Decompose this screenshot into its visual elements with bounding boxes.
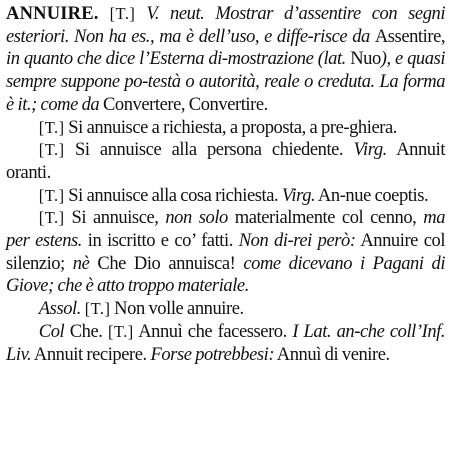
headword: ANNUIRE. — [6, 3, 99, 24]
sense-3 — [6, 185, 445, 208]
sense-1 — [6, 117, 445, 140]
sense-text: Annuì che facessero. — [138, 320, 287, 342]
sense-text: Che Dio annuisca! — [97, 252, 236, 274]
usage-label: Col — [38, 320, 65, 342]
sense-text: Annuit recipere. — [33, 343, 147, 365]
sense-note: Forse potrebbesi: — [150, 343, 275, 365]
sense-note: nè — [72, 252, 90, 274]
sense-note: ma per estens. — [6, 207, 446, 252]
citation-source: Virg. — [281, 184, 316, 206]
word-assentire: Assentire — [374, 25, 441, 47]
source-tag: [T.] — [38, 185, 65, 205]
sense-text: Annuì di venire. — [276, 343, 390, 365]
source-tag: [T.] — [38, 208, 65, 228]
entry-definition — [6, 3, 445, 117]
sense-text: Si annuisce a richiesta, a proposta, a pre-ghiera. — [68, 116, 397, 138]
sense-text: Non volle annuire. — [114, 298, 244, 320]
citation-source: Virg. — [353, 139, 387, 161]
sense-note: non solo — [165, 207, 228, 229]
sense-note: I Lat. an-che coll’Inf. Liv. — [6, 320, 446, 365]
sense-text: Annuire col silenzio; — [6, 230, 446, 274]
citation-quote: Annuit oranti. — [6, 139, 446, 183]
definition-text: V. neut. Mostrar d’assentire con segni esteriori. Non ha es., ma è dell’uso, e diffe-risce da — [6, 3, 446, 47]
definition-text: ), e quasi sempre suppone po-testà o autorità, reale o creduta. La forma è it.; come da — [6, 48, 446, 115]
definition-text: , in quanto che dice l’Esterna di-mostrazione (lat. — [6, 25, 446, 70]
sense-text: Si annuisce alla cosa richiesta. — [68, 184, 279, 206]
sense-text: Si annuisce, — [71, 207, 159, 229]
citation-quote: An-nue coeptis. — [317, 184, 429, 206]
sense-note: Non di-rei però: — [238, 230, 356, 252]
separator: . — [263, 93, 268, 115]
sense-note: come dicevano i Pagani di Giove; che è atto troppo materiale. — [6, 252, 446, 297]
sense-text: in iscritto e co’ fatti. — [87, 230, 233, 252]
dictionary-entry — [6, 3, 445, 366]
source-tag: [T.] — [38, 140, 65, 160]
word-convertire: Convertire — [188, 93, 264, 115]
separator: , — [180, 93, 189, 115]
sense-with-che — [6, 321, 445, 366]
source-tag: [T.] — [38, 117, 65, 137]
source-tag: [T.] — [107, 321, 134, 341]
usage-word: Che. — [69, 320, 103, 342]
sense-4 — [6, 207, 445, 298]
sense-text: Si annuisce alla persona chiedente. — [74, 139, 344, 161]
word-nuo: Nuo — [350, 48, 381, 70]
source-tag: [T.] — [84, 299, 111, 319]
source-tag: [T.] — [109, 4, 136, 23]
word-convertere: Convertere — [102, 93, 181, 115]
sense-text: materialmente col cenno, — [234, 207, 417, 229]
usage-label: Assol. — [38, 298, 81, 320]
sense-2 — [6, 139, 445, 184]
sense-absolute — [6, 298, 445, 321]
